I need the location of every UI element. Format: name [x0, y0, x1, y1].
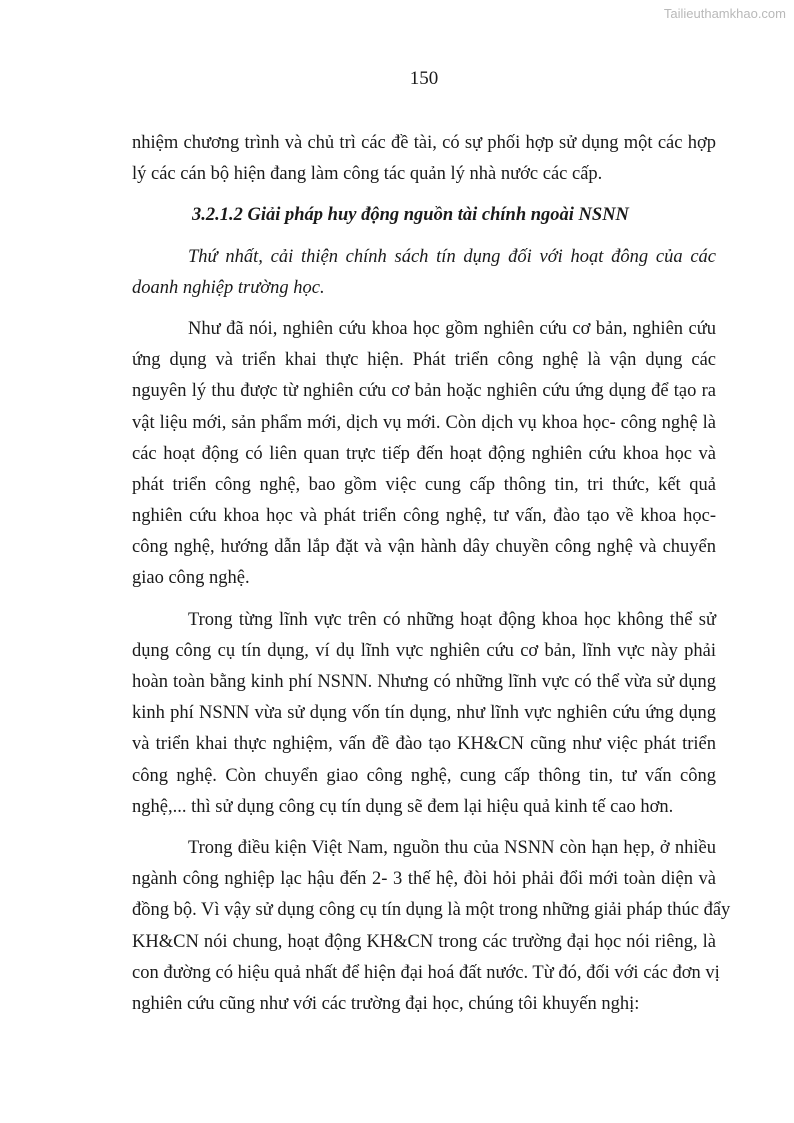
paragraph [132, 314, 716, 595]
text-line: nghiên cứu cũng như với các trường đại học, chúng tôi khuyến nghị: [132, 993, 640, 1014]
text-line: công nghệ, hướng dẫn lắp đặt và vận hành dây chuyền công nghệ và chuyển [132, 537, 716, 558]
watermark: Tailieuthamkhao.com [663, 6, 786, 21]
text-line: Thứ nhất, cải thiện chính sách tín dụng đối với hoạt đông của các [188, 246, 716, 267]
text-line: nguyên lý thu được từ nghiên cứu cơ bản hoặc nghiên cứu ứng dụng để tạo ra [132, 381, 716, 402]
text-line: nghệ,... thì sử dụng công cụ tín dụng sẽ đem lại hiệu quả kinh tế cao hơn. [132, 796, 674, 817]
text-line: nghiên cứu khoa học và phát triển công nghệ, tư vấn, đào tạo về khoa học- [132, 506, 716, 527]
text-line: kinh phí NSNN vừa sử dụng vốn tín dụng, như lĩnh vực nghiên cứu ứng dụng [132, 703, 716, 724]
section-heading: 3.2.1.2 Giải pháp huy động nguồn tài chính ngoài NSNN [192, 205, 629, 226]
page-number: 150 [409, 68, 439, 89]
paragraph [132, 128, 716, 190]
text-line: ứng dụng và triển khai thực hiện. Phát triển công nghệ là vận dụng các [132, 350, 716, 371]
paragraph [132, 833, 731, 1020]
text-line: con đường có hiệu quả nhất để hiện đại hoá đất nước. Từ đó, đối với các đơn vị [132, 962, 720, 983]
text-line: hoàn toàn bằng kinh phí NSNN. Nhưng có những lĩnh vực có thể vừa sử dụng [132, 672, 716, 692]
text-line: lý các cán bộ hiện đang làm công tác quản lý nhà nước các cấp. [132, 164, 603, 185]
italic-paragraph [132, 242, 716, 304]
paragraph [132, 605, 716, 823]
text-line: dụng công cụ tín dụng, ví dụ lĩnh vực nghiên cứu cơ bản, lĩnh vực này phải [132, 640, 716, 661]
text-line: vật liệu mới, sản phẩm mới, dịch vụ mới. Còn dịch vụ khoa học- công nghệ là [132, 412, 716, 433]
text-line: doanh nghiệp trường học. [132, 277, 325, 298]
text-line: Như đã nói, nghiên cứu khoa học gồm nghiên cứu cơ bản, nghiên cứu [188, 318, 716, 339]
text-line: Trong từng lĩnh vực trên có những hoạt động khoa học không thể sử [188, 609, 716, 630]
text-line: KH&CN nói chung, hoạt động KH&CN trong các trường đại học nói riêng, là [132, 931, 716, 952]
text-line: ngành công nghiệp lạc hậu đến 2- 3 thế hệ, đòi hỏi phải đổi mới toàn diện và [132, 869, 716, 890]
text-line: đồng bộ. Vì vậy sử dụng công cụ tín dụng là một trong những giải pháp thúc đẩy [132, 900, 731, 921]
text-line: và triển khai thực nghiệm, vấn đề đào tạo KH&CN cũng như việc phát triển [132, 734, 716, 755]
text-line: công nghệ. Còn chuyển giao công nghệ, cung cấp thông tin, tư vấn công [132, 765, 716, 786]
text-line: các hoạt động có liên quan trực tiếp đến hoạt động nghiên cứu khoa học và [132, 443, 716, 464]
text-line: Trong điều kiện Việt Nam, nguồn thu của NSNN còn hạn hẹp, ở nhiều [188, 837, 716, 858]
text-line: phát triển công nghệ, bao gồm việc cung cấp thông tin, tri thức, kết quả [132, 474, 716, 495]
document-body [132, 128, 731, 1020]
text-line: giao công nghệ. [132, 568, 250, 589]
text-line: nhiệm chương trình và chủ trì các đề tài, có sự phối hợp sử dụng một các hợp [132, 133, 716, 153]
